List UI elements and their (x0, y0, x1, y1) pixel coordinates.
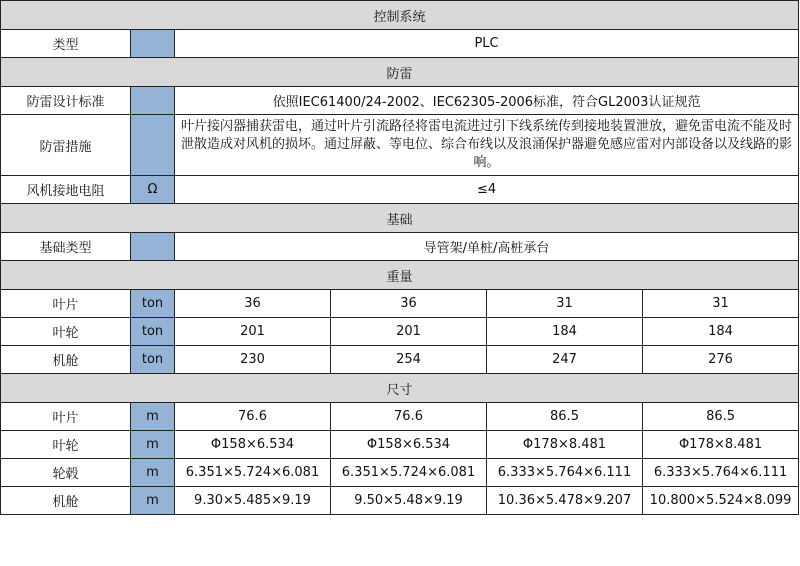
value-cell: 76.6 (175, 403, 331, 431)
value-cell: 184 (643, 318, 799, 346)
section-header-lightning (1, 58, 799, 87)
unit-cell: ton (131, 318, 175, 346)
row-label: 叶轮 (1, 431, 131, 459)
value-cell: 31 (487, 290, 643, 318)
value-cell: 36 (331, 290, 487, 318)
value-cell: 叶片接闪器捕获雷电，通过叶片引流路径将雷电流进过引下线系统传到接地装置泄放，避免雷电流不能及时泄散造成对风机的损坏。通过屏蔽、等电位、综合布线以及浪涌保护器避免感应雷对内部设备以及线路的影响。 (175, 115, 799, 176)
row-label: 机舱 (1, 487, 131, 515)
value-cell: 10.800×5.524×8.099 (643, 487, 799, 515)
value-cell: 201 (175, 318, 331, 346)
unit-cell: m (131, 459, 175, 487)
value-cell: Φ158×6.534 (175, 431, 331, 459)
section-header-weight (1, 261, 799, 290)
table-row (1, 459, 799, 487)
section-title: 基础 (1, 204, 799, 233)
value-cell: 201 (331, 318, 487, 346)
section-header-dimensions (1, 374, 799, 403)
value-cell: 9.50×5.48×9.19 (331, 487, 487, 515)
row-label: 风机接地电阻 (1, 176, 131, 204)
value-cell: 6.351×5.724×6.081 (331, 459, 487, 487)
value-cell: Φ158×6.534 (331, 431, 487, 459)
unit-cell (131, 233, 175, 261)
row-label: 叶轮 (1, 318, 131, 346)
table-row (1, 115, 799, 176)
table-row (1, 487, 799, 515)
row-label: 防雷措施 (1, 115, 131, 176)
table-row (1, 346, 799, 374)
row-label: 类型 (1, 30, 131, 58)
value-cell: 230 (175, 346, 331, 374)
row-label: 机舱 (1, 346, 131, 374)
unit-cell: ton (131, 290, 175, 318)
section-header-foundation (1, 204, 799, 233)
table-row (1, 290, 799, 318)
value-cell: 导管架/单桩/高桩承台 (175, 233, 799, 261)
value-cell: 6.333×5.764×6.111 (643, 459, 799, 487)
table-row (1, 233, 799, 261)
value-cell: ≤4 (175, 176, 799, 204)
value-cell: Φ178×8.481 (487, 431, 643, 459)
value-cell: 76.6 (331, 403, 487, 431)
table-row (1, 87, 799, 115)
table-row (1, 431, 799, 459)
value-cell: PLC (175, 30, 799, 58)
value-cell: 10.36×5.478×9.207 (487, 487, 643, 515)
unit-cell: m (131, 403, 175, 431)
row-label: 轮毂 (1, 459, 131, 487)
section-title: 尺寸 (1, 374, 799, 403)
section-title: 控制系统 (1, 1, 799, 30)
table-row (1, 176, 799, 204)
section-title: 重量 (1, 261, 799, 290)
value-cell: 依照IEC61400/24-2002、IEC62305-2006标准，符合GL2003认证规范 (175, 87, 799, 115)
row-label: 防雷设计标准 (1, 87, 131, 115)
section-title: 防雷 (1, 58, 799, 87)
unit-cell (131, 115, 175, 176)
value-cell: 184 (487, 318, 643, 346)
value-cell: 254 (331, 346, 487, 374)
value-cell: Φ178×8.481 (643, 431, 799, 459)
value-cell: 276 (643, 346, 799, 374)
unit-cell (131, 87, 175, 115)
value-cell: 6.333×5.764×6.111 (487, 459, 643, 487)
value-cell: 31 (643, 290, 799, 318)
unit-cell: ton (131, 346, 175, 374)
value-cell: 86.5 (487, 403, 643, 431)
value-cell: 36 (175, 290, 331, 318)
row-label: 基础类型 (1, 233, 131, 261)
unit-cell: Ω (131, 176, 175, 204)
value-cell: 6.351×5.724×6.081 (175, 459, 331, 487)
value-cell: 9.30×5.485×9.19 (175, 487, 331, 515)
row-label: 叶片 (1, 290, 131, 318)
unit-cell (131, 30, 175, 58)
value-cell: 86.5 (643, 403, 799, 431)
section-header-control (1, 1, 799, 30)
table-row (1, 30, 799, 58)
table-row (1, 403, 799, 431)
table-row (1, 318, 799, 346)
row-label: 叶片 (1, 403, 131, 431)
unit-cell: m (131, 431, 175, 459)
unit-cell: m (131, 487, 175, 515)
value-cell: 247 (487, 346, 643, 374)
